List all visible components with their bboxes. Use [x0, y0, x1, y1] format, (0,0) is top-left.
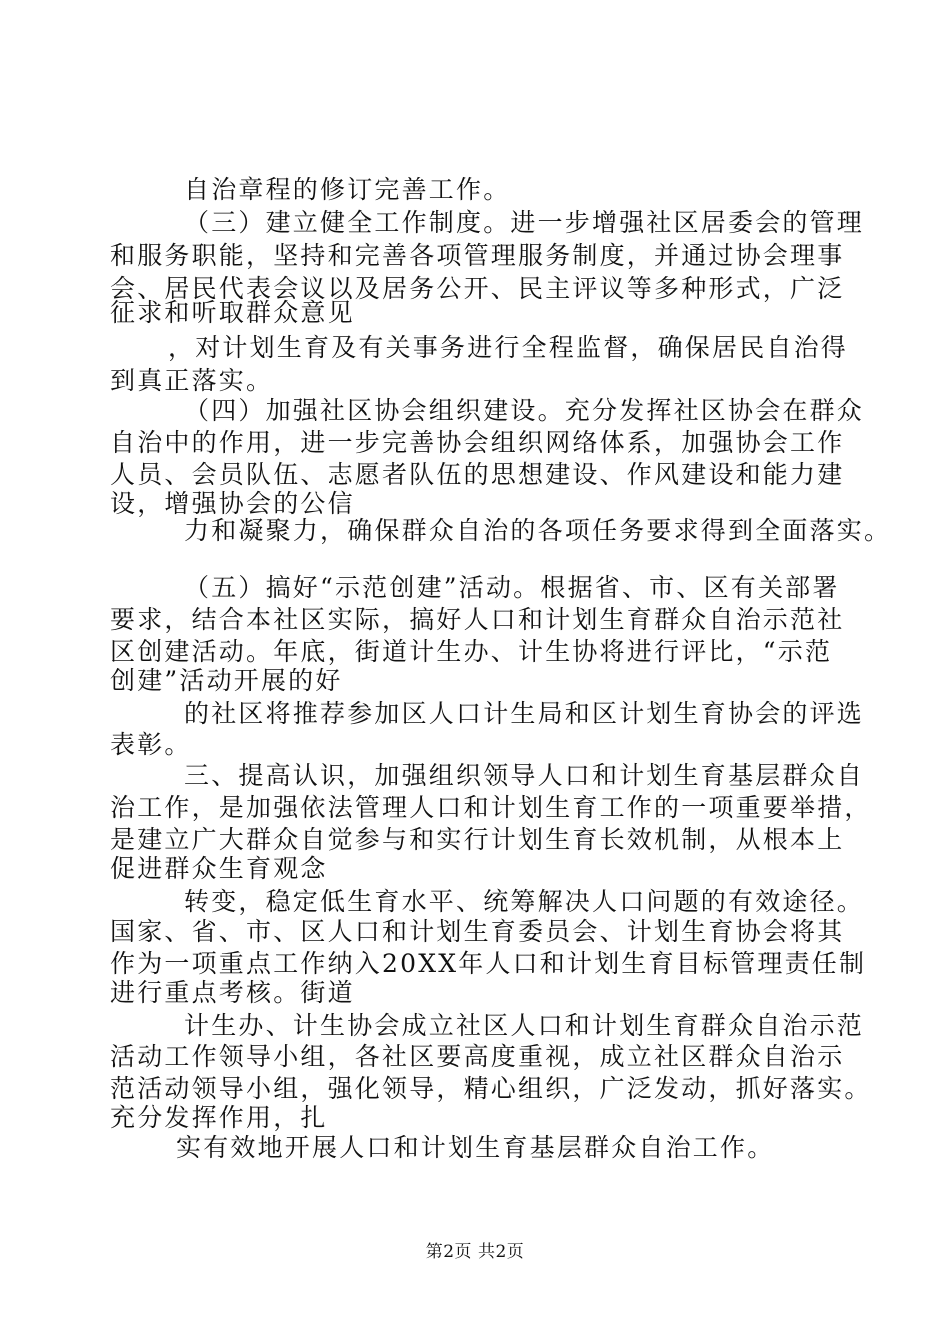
text-line: 创建”活动开展的好 — [110, 666, 343, 695]
text-line: ，对计划生育及有关事务进行全程监督，确保居民自治得 — [168, 333, 849, 362]
text-line: 充分发挥作用，扎 — [110, 1103, 328, 1132]
text-line: 促进群众生育观念 — [110, 854, 328, 883]
text-line: 表彰。 — [110, 730, 192, 759]
text-line: 到真正落实。 — [110, 366, 274, 395]
text-line: 三、提高认识，加强组织领导人口和计划生育基层群众自 — [184, 761, 865, 790]
text-line: （五）搞好“示范创建”活动。根据省、市、区有关部署 — [184, 573, 840, 602]
text-line: 征求和听取群众意见 — [110, 298, 355, 327]
text-line: 自治中的作用，进一步完善协会组织网络体系，加强协会工作 — [110, 428, 845, 457]
text-line: 区创建活动。年底，街道计生办、计生协将进行评比，“示范 — [110, 637, 833, 666]
text-line: （四）加强社区协会组织建设。充分发挥社区协会在群众 — [184, 396, 865, 425]
text-line: 力和凝聚力，确保群众自治的各项任务要求得到全面落实。 — [184, 516, 892, 545]
text-line: 是建立广大群众自觉参与和实行计划生育长效机制，从根本上 — [110, 825, 845, 854]
text-line: 治工作，是加强依法管理人口和计划生育工作的一项重要举措， — [110, 793, 872, 822]
text-line: 自治章程的修订完善工作。 — [184, 175, 511, 204]
text-line: 计生办、计生协会成立社区人口和计划生育群众自治示范 — [184, 1011, 865, 1040]
text-line: 国家、省、市、区人口和计划生育委员会、计划生育协会将其 — [110, 917, 845, 946]
text-line: （三）建立健全工作制度。进一步增强社区居委会的管理 — [184, 208, 865, 237]
text-line: 和服务职能，坚持和完善各项管理服务制度，并通过协会理事 — [110, 241, 845, 270]
page-footer: 第2页 共2页 — [425, 1242, 525, 1262]
text-line: 设，增强协会的公信 — [110, 489, 355, 518]
text-line: 作为一项重点工作纳入20XX年人口和计划生育目标管理责任制 — [110, 949, 867, 978]
text-line: 实有效地开展人口和计划生育基层群众自治工作。 — [176, 1133, 775, 1162]
text-line: 进行重点考核。街道 — [110, 978, 355, 1007]
text-line: 的社区将推荐参加区人口计生局和区计划生育协会的评选 — [184, 699, 865, 728]
text-line: 活动工作领导小组，各社区要高度重视，成立社区群众自治示 — [110, 1042, 845, 1071]
text-line: 要求，结合本社区实际，搞好人口和计划生育群众自治示范社 — [110, 605, 845, 634]
text-line: 转变，稳定低生育水平、统筹解决人口问题的有效途径。 — [184, 887, 865, 916]
text-line: 范活动领导小组，强化领导，精心组织，广泛发动，抓好落实。 — [110, 1074, 872, 1103]
text-line: 人员、会员队伍、志愿者队伍的思想建设、作风建设和能力建 — [110, 460, 845, 489]
text-line: 会、居民代表会议以及居务公开、民主评议等多种形式，广泛 — [110, 274, 845, 303]
